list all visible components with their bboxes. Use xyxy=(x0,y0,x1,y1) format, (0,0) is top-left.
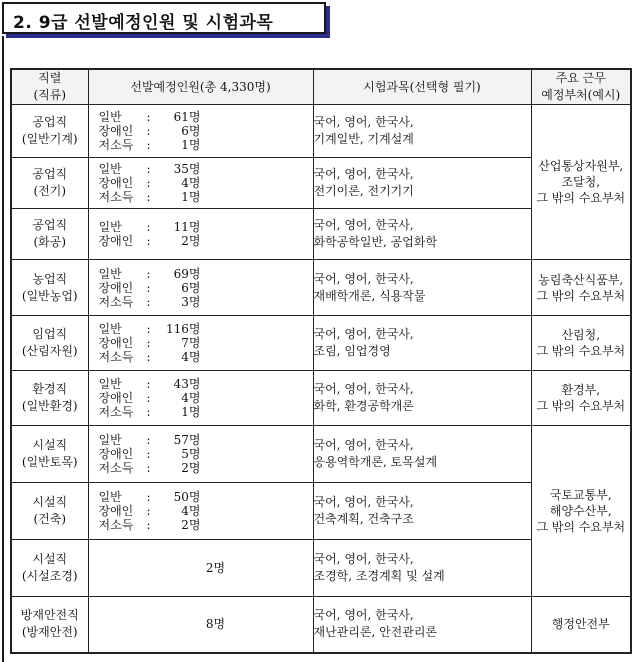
header-dept xyxy=(531,69,631,105)
job-sub: (일반농업) xyxy=(21,288,78,303)
header-dept-line1: 주요 근무 xyxy=(555,71,606,85)
left-margin-rule xyxy=(2,36,4,662)
subjects-line1: 국어, 영어, 한국사, xyxy=(313,495,414,509)
table-row xyxy=(11,316,631,371)
job-cell xyxy=(11,158,88,209)
subjects-cell xyxy=(313,209,531,260)
selection-total: 2명 xyxy=(205,560,226,575)
selection-line: 장애인 : 6명 xyxy=(98,280,201,295)
job-sub: (방재안전) xyxy=(21,625,78,640)
table-row xyxy=(11,597,631,653)
selection-line: 저소득 : 1명 xyxy=(98,405,201,419)
selection-cell xyxy=(88,105,313,158)
selection-cell xyxy=(88,158,313,209)
job-cell xyxy=(11,260,88,316)
header-dept-line2: 예정부처(예시) xyxy=(541,88,621,102)
job-name: 시설직 xyxy=(32,438,68,452)
subjects-line2: 조림, 임업경영 xyxy=(313,344,391,358)
selection-line: 장애인 : 4명 xyxy=(98,176,201,190)
selection-cell xyxy=(88,426,313,483)
selection-cell xyxy=(88,483,313,540)
dept-line: 그 밖의 수요부처 xyxy=(536,399,626,413)
selection-line: 장애인 : 2명 xyxy=(98,234,201,248)
subjects-cell xyxy=(313,426,531,483)
dept-line: 그 밖의 수요부처 xyxy=(536,520,626,534)
selection-line: 저소득 : 1명 xyxy=(98,138,201,152)
dept-cell xyxy=(531,316,631,371)
selection-line: 일반 : 57명 xyxy=(98,433,201,447)
header-job-line1: 직렬 xyxy=(38,71,62,85)
dept-cell xyxy=(531,371,631,426)
header-selection: 선발예정인원(총 4,330명) xyxy=(88,69,313,105)
selection-cell xyxy=(88,540,313,597)
subjects-cell xyxy=(313,260,531,316)
subjects-line1: 국어, 영어, 한국사, xyxy=(313,271,414,286)
job-sub: (시설조경) xyxy=(21,569,78,583)
subjects-line2: 화학공학일반, 공업화학 xyxy=(313,235,438,249)
selection-line: 저소득 : 4명 xyxy=(98,350,201,364)
job-cell xyxy=(11,209,88,260)
job-sub: (일반기계) xyxy=(21,132,78,146)
dept-line: 그 밖의 수요부처 xyxy=(536,344,626,358)
selection-line: 저소득 : 1명 xyxy=(98,190,201,204)
dept-line: 해양수산부, xyxy=(549,504,612,518)
selection-line: 장애인 : 6명 xyxy=(98,124,201,138)
dept-line: 행정안전부 xyxy=(551,617,610,632)
job-name: 농업직 xyxy=(32,271,68,286)
subjects-cell xyxy=(313,540,531,597)
dept-cell xyxy=(531,105,631,260)
job-name: 방재안전직 xyxy=(20,608,79,623)
job-name: 환경직 xyxy=(32,382,68,396)
job-name: 시설직 xyxy=(32,552,68,566)
dept-line: 그 밖의 수요부처 xyxy=(536,288,626,303)
table-row xyxy=(11,426,631,483)
dept-line: 농림축산식품부, xyxy=(538,272,624,287)
subjects-cell xyxy=(313,316,531,371)
subjects-line2: 재난관리론, 안전관리론 xyxy=(313,625,438,640)
selection-total: 8명 xyxy=(205,616,226,631)
subjects-line1: 국어, 영어, 한국사, xyxy=(313,167,414,181)
job-sub: (일반토목) xyxy=(21,455,78,469)
selection-line: 일반 : 116명 xyxy=(98,322,201,336)
job-sub: (건축) xyxy=(33,512,67,526)
job-sub: (화공) xyxy=(33,235,67,249)
subjects-cell xyxy=(313,105,531,158)
header-subjects: 시험과목(선택형 필기) xyxy=(313,69,531,105)
subjects-line2: 기계일반, 기계설계 xyxy=(313,132,414,146)
subjects-cell xyxy=(313,371,531,426)
selection-line: 저소득 : 2명 xyxy=(98,461,201,475)
subjects-line1: 국어, 영어, 한국사, xyxy=(313,438,414,452)
subjects-cell xyxy=(313,597,531,653)
job-cell xyxy=(11,105,88,158)
subjects-line2: 건축계획, 건축구조 xyxy=(313,512,414,526)
subjects-line1: 국어, 영어, 한국사, xyxy=(313,218,414,232)
selection-cell xyxy=(88,316,313,371)
table-row xyxy=(11,371,631,426)
job-cell xyxy=(11,483,88,540)
dept-line: 조달청, xyxy=(561,175,601,189)
subjects-line1: 국어, 영어, 한국사, xyxy=(313,382,414,396)
selection-line: 일반 : 35명 xyxy=(98,162,201,176)
job-cell xyxy=(11,316,88,371)
subjects-line2: 전기이론, 전기기기 xyxy=(313,184,414,198)
dept-line: 환경부, xyxy=(561,383,601,397)
job-name: 공업직 xyxy=(32,115,68,129)
selection-line: 장애인 : 4명 xyxy=(98,504,201,518)
selection-cell xyxy=(88,597,313,653)
dept-cell xyxy=(531,597,631,653)
job-name: 공업직 xyxy=(32,218,68,232)
subjects-line2: 재배학개론, 식용작물 xyxy=(313,288,426,303)
job-sub: (일반환경) xyxy=(21,399,78,413)
job-cell xyxy=(11,426,88,483)
dept-line: 그 밖의 수요부처 xyxy=(536,191,626,205)
job-sub: (전기) xyxy=(33,184,67,198)
section-title: 2. 9급 선발예정인원 및 시험과목 xyxy=(13,13,274,33)
job-cell xyxy=(11,371,88,426)
header-job-line2: (직류) xyxy=(33,88,67,102)
job-name: 공업직 xyxy=(32,167,68,181)
job-name: 임업직 xyxy=(32,327,68,341)
header-job xyxy=(11,69,88,105)
job-name: 시설직 xyxy=(32,495,68,509)
dept-cell xyxy=(531,426,631,597)
subjects-line2: 화학, 환경공학개론 xyxy=(313,399,414,413)
selection-cell xyxy=(88,371,313,426)
subjects-line1: 국어, 영어, 한국사, xyxy=(313,115,414,129)
job-cell xyxy=(11,597,88,653)
dept-line: 산림청, xyxy=(561,328,601,342)
selection-line: 저소득 : 2명 xyxy=(98,518,201,532)
section-title-box xyxy=(2,2,326,34)
dept-line: 국토교통부, xyxy=(549,488,612,502)
selection-line: 일반 : 69명 xyxy=(98,266,201,281)
job-sub: (산림자원) xyxy=(21,344,78,358)
table-header-row xyxy=(11,69,631,105)
recruitment-table xyxy=(10,68,632,654)
subjects-line1: 국어, 영어, 한국사, xyxy=(313,552,414,566)
job-cell xyxy=(11,540,88,597)
selection-line: 저소득 : 3명 xyxy=(98,294,201,309)
subjects-line1: 국어, 영어, 한국사, xyxy=(313,608,414,623)
subjects-line2: 조경학, 조경계획 및 설계 xyxy=(313,569,445,583)
subjects-cell xyxy=(313,158,531,209)
subjects-cell xyxy=(313,483,531,540)
selection-line: 장애인 : 4명 xyxy=(98,391,201,405)
selection-line: 일반 : 50명 xyxy=(98,490,201,504)
dept-cell xyxy=(531,260,631,316)
dept-line: 산업통상자원부, xyxy=(538,159,624,173)
selection-line: 일반 : 11명 xyxy=(98,220,201,234)
selection-cell xyxy=(88,209,313,260)
table-row xyxy=(11,105,631,158)
selection-line: 장애인 : 7명 xyxy=(98,336,201,350)
subjects-line2: 응용역학개론, 토목설계 xyxy=(313,455,438,469)
selection-line: 장애인 : 5명 xyxy=(98,447,201,461)
table-row xyxy=(11,260,631,316)
selection-line: 일반 : 43명 xyxy=(98,377,201,391)
selection-line: 일반 : 61명 xyxy=(98,110,201,124)
subjects-line1: 국어, 영어, 한국사, xyxy=(313,327,414,341)
selection-cell xyxy=(88,260,313,316)
